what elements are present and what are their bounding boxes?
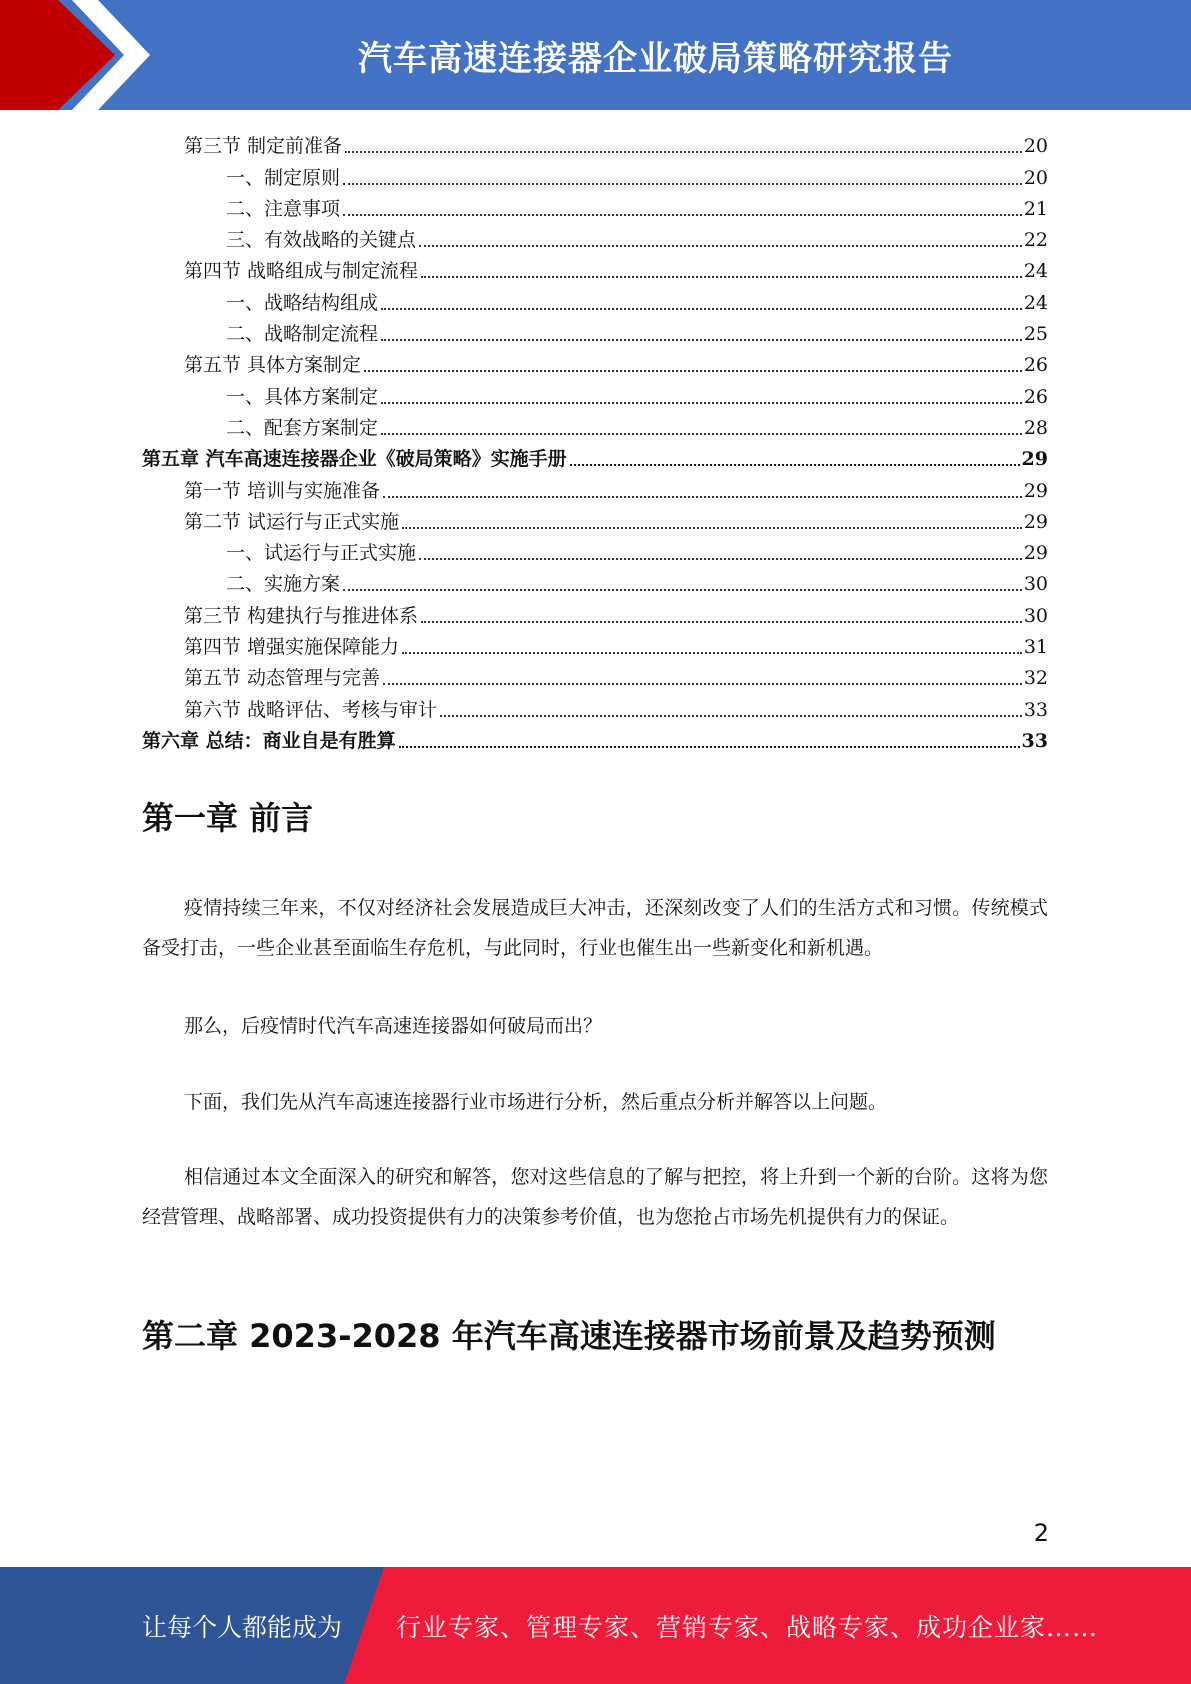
toc-page-number: 22: [1023, 229, 1048, 252]
toc-page-number: 20: [1023, 135, 1048, 158]
toc-entry[interactable]: [142, 723, 1048, 754]
footer-slogan-right: 行业专家、管理专家、营销专家、战略专家、成功企业家……: [396, 1612, 1099, 1642]
table-of-contents: [142, 128, 1048, 754]
toc-dot-leader: [381, 307, 1022, 310]
toc-dot-leader: [440, 714, 1022, 717]
toc-entry[interactable]: [142, 629, 1048, 660]
toc-page-number: 26: [1023, 385, 1048, 408]
toc-entry[interactable]: [142, 159, 1048, 190]
toc-dot-leader: [383, 682, 1022, 685]
paragraph: 相信通过本文全面深入的研究和解答，您对这些信息的了解与把控，将上升到一个新的台阶。这将为您经营管理、战略部署、成功投资提供有力的决策参考价值，也为您抢占市场先机提供有力的保证。: [142, 1166, 1048, 1228]
toc-entry[interactable]: [142, 660, 1048, 691]
toc-dot-leader: [419, 244, 1022, 247]
toc-page-number: 31: [1023, 636, 1048, 659]
toc-page-number: 29: [1023, 510, 1048, 533]
chapter-heading: 第一章 前言: [142, 799, 314, 837]
toc-entry-title: 第一节 培训与实施准备: [184, 479, 381, 502]
toc-page-number: 33: [1023, 698, 1048, 721]
chapter-heading: 第二章 2023-2028 年汽车高速连接器市场前景及趋势预测: [142, 1317, 996, 1355]
toc-dot-leader: [364, 369, 1022, 372]
toc-entry[interactable]: [142, 128, 1048, 159]
toc-entry-title: 第六节 战略评估、考核与审计: [184, 698, 438, 721]
toc-entry-title: 第三节 制定前准备: [184, 135, 343, 158]
toc-entry-title: 第四节 增强实施保障能力: [184, 636, 400, 659]
page-header: [0, 0, 1191, 110]
toc-page-number: 21: [1023, 197, 1048, 220]
toc-dot-leader: [343, 588, 1022, 591]
toc-page-number: 24: [1023, 291, 1048, 314]
toc-entry-title: 二、实施方案: [226, 573, 341, 596]
toc-dot-leader: [343, 213, 1022, 216]
toc-entry-title: 第三节 构建执行与推进体系: [184, 604, 419, 627]
header-arrow-decoration: [0, 0, 150, 110]
toc-page-number: 26: [1023, 354, 1048, 377]
paragraph: 疫情持续三年来，不仅对经济社会发展造成巨大冲击，还深刻改变了人们的生活方式和习惯。传统模式备受打击，一些企业甚至面临生存危机，与此同时，行业也催生出一些新变化和新机遇。: [142, 897, 1048, 959]
footer-slogan-left: 让每个人都能成为: [142, 1612, 343, 1642]
toc-entry-title: 第六章 总结：商业自是有胜算: [142, 729, 396, 752]
page-number: 2: [1033, 1519, 1049, 1547]
toc-entry-title: 第五节 具体方案制定: [184, 354, 362, 377]
toc-dot-leader: [402, 526, 1022, 529]
toc-entry[interactable]: [142, 191, 1048, 222]
toc-entry-title: 第五节 动态管理与完善: [184, 667, 381, 690]
toc-page-number: 30: [1023, 604, 1048, 627]
toc-entry[interactable]: [142, 410, 1048, 441]
toc-entry-title: 第五章 汽车高速连接器企业《破局策略》实施手册: [142, 448, 567, 471]
toc-entry-title: 一、试运行与正式实施: [226, 542, 417, 565]
toc-entry-title: 二、战略制定流程: [226, 323, 379, 346]
toc-page-number: 32: [1023, 667, 1048, 690]
paragraph: 那么，后疫情时代汽车高速连接器如何破局而出？: [184, 1015, 603, 1037]
toc-page-number: 29: [1023, 542, 1048, 565]
toc-entry-title: 二、配套方案制定: [226, 416, 379, 439]
toc-page-number: 33: [1021, 729, 1048, 752]
toc-dot-leader: [570, 463, 1020, 466]
toc-dot-leader: [381, 401, 1022, 404]
page-footer: [0, 1567, 1191, 1684]
toc-entry[interactable]: [142, 535, 1048, 566]
toc-page-number: 28: [1023, 416, 1048, 439]
toc-entry[interactable]: [142, 284, 1048, 315]
toc-entry-title: 二、注意事项: [226, 197, 341, 220]
toc-entry-title: 一、具体方案制定: [226, 385, 379, 408]
toc-dot-leader: [345, 150, 1022, 153]
toc-entry[interactable]: [142, 253, 1048, 284]
toc-entry[interactable]: [142, 316, 1048, 347]
toc-page-number: 24: [1023, 260, 1048, 283]
toc-entry-title: 第四节 战略组成与制定流程: [184, 260, 419, 283]
toc-dot-leader: [421, 275, 1022, 278]
toc-dot-leader: [383, 495, 1022, 498]
toc-page-number: 29: [1021, 448, 1048, 471]
toc-page-number: 20: [1023, 166, 1048, 189]
toc-page-number: 25: [1023, 323, 1048, 346]
toc-page-number: 29: [1023, 479, 1048, 502]
toc-entry[interactable]: [142, 441, 1048, 472]
toc-entry[interactable]: [142, 566, 1048, 597]
paragraph: 下面，我们先从汽车高速连接器行业市场进行分析，然后重点分析并解答以上问题。: [184, 1091, 888, 1113]
toc-entry[interactable]: [142, 472, 1048, 503]
toc-entry[interactable]: [142, 222, 1048, 253]
toc-dot-leader: [402, 651, 1022, 654]
toc-dot-leader: [399, 745, 1020, 748]
toc-dot-leader: [421, 620, 1022, 623]
toc-entry-title: 三、有效战略的关键点: [226, 229, 417, 252]
toc-entry-title: 第二节 试运行与正式实施: [184, 510, 400, 533]
toc-dot-leader: [381, 432, 1022, 435]
toc-page-number: 30: [1023, 573, 1048, 596]
toc-entry-title: 一、制定原则: [226, 166, 341, 189]
toc-dot-leader: [381, 338, 1022, 341]
toc-dot-leader: [419, 557, 1022, 560]
report-title: 汽车高速连接器企业破局策略研究报告: [358, 38, 953, 79]
toc-entry[interactable]: [142, 597, 1048, 628]
toc-entry-title: 一、战略结构组成: [226, 291, 379, 314]
toc-dot-leader: [343, 182, 1022, 185]
toc-entry[interactable]: [142, 691, 1048, 722]
toc-entry[interactable]: [142, 504, 1048, 535]
toc-entry[interactable]: [142, 347, 1048, 378]
toc-entry[interactable]: [142, 378, 1048, 409]
